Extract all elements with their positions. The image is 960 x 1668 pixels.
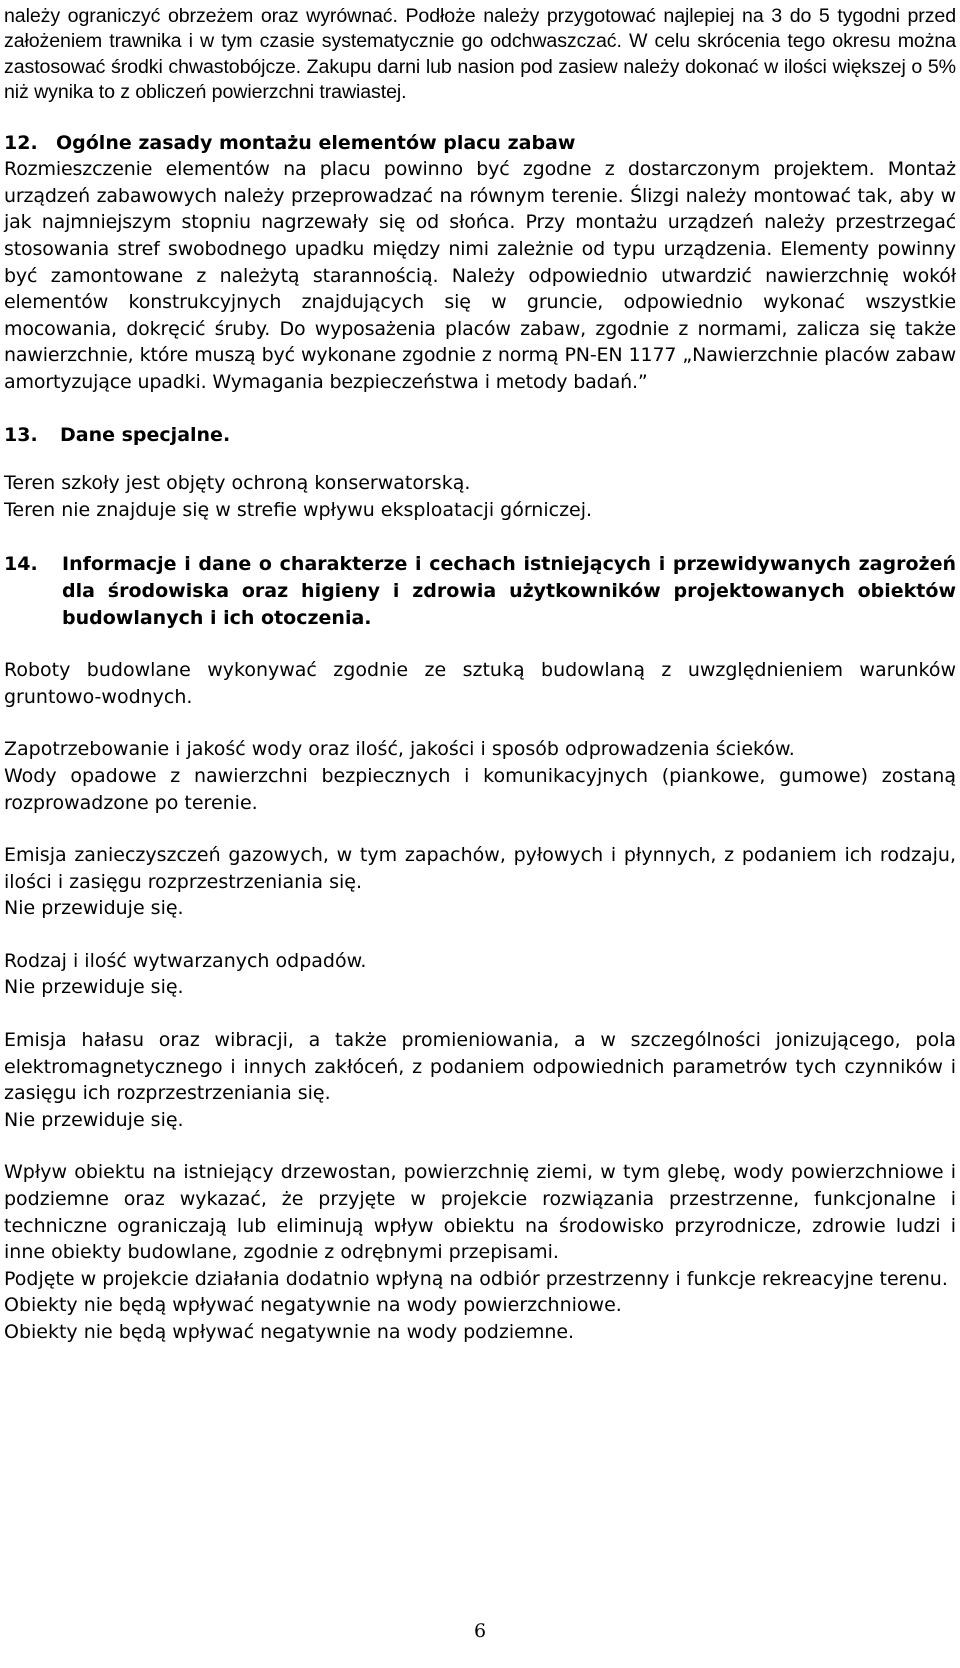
section-13-heading (4, 422, 956, 449)
section-14-number: 14. (4, 553, 38, 576)
section-14-paragraph-4 (4, 948, 956, 1001)
section-14-paragraph-5 (4, 1027, 956, 1133)
page-number: 6 (473, 1620, 487, 1642)
section-14-paragraph-2 (4, 736, 956, 816)
section-14-paragraph-3 (4, 842, 956, 922)
section-14-paragraph-8-text: Obiekty nie będą wpływać negatywnie na wody powierzchniowe. (4, 1294, 622, 1317)
section-12-number: 12. (4, 131, 38, 154)
section-12-heading (4, 130, 956, 157)
section-14-paragraph-4-text: Rodzaj i ilość wytwarzanych odpadów. (4, 949, 367, 972)
section-13-line-2: Teren nie znajduje się w strefie wpływu eksploatacji górniczej. (4, 498, 593, 521)
section-14-paragraph-2-line-2: Wody opadowe z nawierzchni bezpiecznych i komunikacyjnych (piankowe, gumowe) zostaną rozprowadzone po terenie. (4, 764, 956, 814)
section-12-body: Rozmieszczenie elementów na placu powinno być zgodne z dostarczonym projektem. Montaż urządzeń zabawowych należy przeprowadzać na równym terenie. Ślizgi należy montować tak, aby w jak najmniejszym stopniu nagrzewały się od słońca. Przy montażu urządzeń należy przestrzegać stosowania stref swobodnego upadku między nimi zależnie od typu urządzenia. Elementy powinny być zamontowane z należytą starannością. Należy odpowiednio utwardzić nawierzchnię wokół elementów konstrukcyjnych znajdujących się w gruncie, odpowiednio wykonać wszystkie mocowania, dokręcić śruby. Do wyposażenia placów zabaw, zgodnie z normami, zalicza się także nawierzchnie, które muszą być wykonane zgodnie z normą PN-EN 1177 „Nawierzchnie placów zabaw amortyzujące upadki. Wymagania bezpieczeństwa i metody badań.” (4, 158, 956, 393)
section-12-title: Ogólne zasady montażu elementów placu zabaw (56, 131, 576, 154)
section-14-paragraph-4-answer: Nie przewiduje się. (4, 976, 184, 999)
section-13-title: Dane specjalne. (60, 423, 231, 446)
section-14-paragraph-3-text: Emisja zanieczyszczeń gazowych, w tym zapachów, pyłowych i płynnych, z podaniem ich rodzaju, ilości i zasięgu rozprzestrzeniania się. (4, 844, 956, 893)
section-14-paragraph-2-line-1: Zapotrzebowanie i jakość wody oraz ilość, jakości i sposób odprowadzenia ścieków. (4, 738, 795, 761)
section-14-paragraph-5-answer: Nie przewiduje się. (4, 1108, 184, 1131)
section-14-paragraph-7-text: Podjęte w projekcie działania dodatnio wpłyną na odbiór przestrzenny i funkcje rekreacyjne terenu. (4, 1267, 948, 1290)
page-content (4, 4, 956, 1346)
section-14-paragraph-3-answer: Nie przewiduje się. (4, 897, 184, 920)
section-14-paragraph-5-text: Emisja hałasu oraz wibracji, a także promieniowania, a w szczególności jonizującego, pola elektromagnetycznego i innych zakłóceń, z podaniem odpowiednich parametrów tych czynników i zasięgu ich rozprzestrzeniania się. (4, 1029, 956, 1105)
section-13-line-1: Teren szkoły jest objęty ochroną konserwatorską. (4, 472, 471, 495)
section-14-paragraph-9-text: Obiekty nie będą wpływać negatywnie na wody podziemne. (4, 1321, 575, 1343)
section-14-title: Informacje i dane o charakterze i cechach istniejących i przewidywanych zagrożeń dla środowiska oraz higieny i zdrowia użytkowników projektowanych obiektów budowlanych i ich otoczenia. (62, 553, 956, 629)
section-13-body (4, 470, 956, 523)
section-14-heading (4, 551, 956, 631)
intro-paragraph: należy ograniczyć obrzeżem oraz wyrównać. Podłoże należy przygotować najlepiej na 3 do 5 tygodni przed założeniem trawnika i w tym czasie systematycznie go odchwaszczać. W celu skrócenia tego okresu można zastosować środki chwastobójcze. Zakupu darni lub nasion pod zasiew należy dokonać w ilości większej o 5% niż wynika to z obliczeń powierzchni trawiastej. (4, 5, 956, 104)
section-14-paragraph-6-text: Wpływ obiektu na istniejący drzewostan, powierzchnię ziemi, w tym glebę, wody powierzchniowe i podziemne oraz wykazać, że przyjęte w projekcie rozwiązania przestrzenne, funkcjonalne i techniczne ograniczają lub eliminują wpływ obiektu na środowisko przyrodnicze, zdrowie ludzi i inne obiekty budowlane, zgodnie z odrębnymi przepisami. (4, 1161, 956, 1264)
section-13-number: 13. (4, 423, 38, 446)
section-14-paragraph-1: Roboty budowlane wykonywać zgodnie ze sztuką budowlaną z uwzględnieniem warunków gruntowo-wodnych. (4, 659, 956, 708)
section-14-paragraph-6 (4, 1159, 956, 1345)
